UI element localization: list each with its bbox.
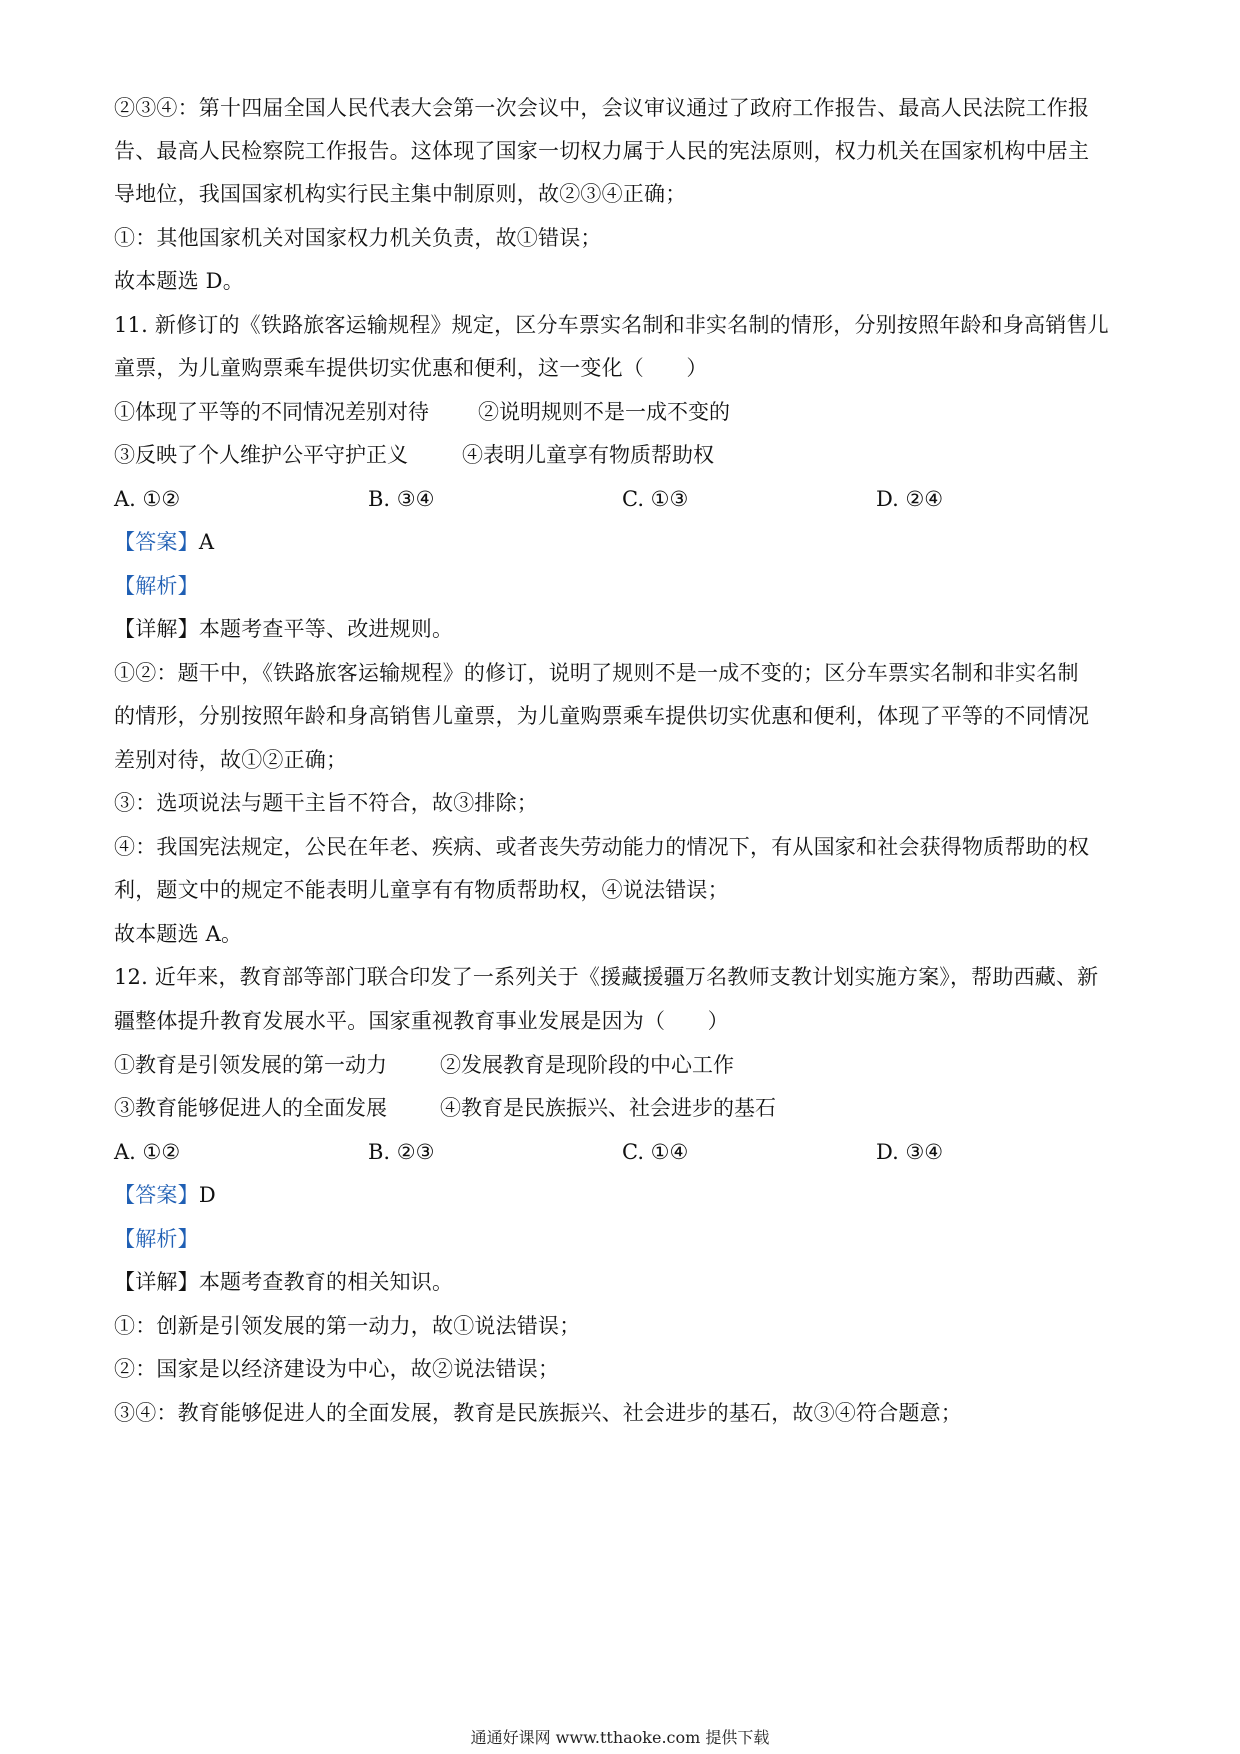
answer-tag: 【答案】 (114, 530, 199, 554)
detail-text: 本题考查教育的相关知识。 (198, 1270, 454, 1294)
q11-choice-c: C. ①③ (622, 487, 689, 511)
page-footer: 通通好课网 www.tthaoke.com 提供下载 (470, 1728, 770, 1747)
q12-item: ③教育能够促进人的全面发展 (114, 1096, 387, 1120)
q11-detail (114, 614, 1138, 644)
q11-stem: 童票，为儿童购票乘车提供切实优惠和便利，这一变化（ ） (114, 356, 708, 380)
q11-analysis-heading (114, 571, 1138, 601)
q11-choice-d: D. ②④ (876, 487, 944, 511)
q12-stem: 疆整体提升教育发展水平。国家重视教育事业发展是因为（ ） (114, 1009, 729, 1033)
q12-item: ②发展教育是现阶段的中心工作 (440, 1053, 734, 1077)
q11-choice-a: A. ①② (114, 487, 181, 511)
q12-analysis-heading (114, 1224, 1138, 1254)
q12-item: ①教育是引领发展的第一动力 (114, 1053, 387, 1077)
q12-choice-c: C. ①④ (622, 1140, 689, 1164)
q11-item: ①体现了平等的不同情况差别对待 (114, 400, 429, 424)
q10-explanation-line: ②③④：第十四届全国人民代表大会第一次会议中，会议审议通过了政府工作报告、最高人民法院工作报 (114, 96, 1090, 120)
q10-explanation-line: 告、最高人民检察院工作报告。这体现了国家一切权力属于人民的宪法原则，权力机关在国家机构中居主 (114, 139, 1090, 163)
q12-stem: 12. 近年来，教育部等部门联合印发了一系列关于《援藏援疆万名教师支教计划实施方案》，帮助西藏、新 (114, 965, 1099, 989)
q12-item: ④教育是民族振兴、社会进步的基石 (440, 1096, 776, 1120)
q10-explanation-line: 导地位，我国国家机构实行民主集中制原则，故②③④正确； (114, 182, 687, 206)
q12-answer (114, 1180, 1138, 1210)
q12-choice-b: B. ②③ (368, 1140, 435, 1164)
analysis-tag: 【解析】 (114, 574, 199, 598)
q12-explanation-line: ③④：教育能够促进人的全面发展，教育是民族振兴、社会进步的基石，故③④符合题意； (114, 1401, 962, 1425)
q11-answer (114, 527, 1138, 557)
q11-item: ④表明儿童享有物质帮助权 (462, 443, 714, 467)
answer-value: D (198, 1183, 216, 1207)
q11-item: ②说明规则不是一成不变的 (478, 400, 730, 424)
q10-conclusion: 故本题选 D。 (114, 269, 244, 293)
q11-explanation-line: 利，题文中的规定不能表明儿童享有有物质帮助权，④说法错误； (114, 878, 729, 902)
q11-conclusion: 故本题选 A。 (114, 922, 243, 946)
q11-explanation-line: 差别对待，故①②正确； (114, 748, 348, 772)
q11-choice-b: B. ③④ (368, 487, 435, 511)
q12-choice-d: D. ③④ (876, 1140, 944, 1164)
q12-explanation-line: ②：国家是以经济建设为中心，故②说法错误； (114, 1357, 560, 1381)
q11-explanation-line: ③：选项说法与题干主旨不符合，故③排除； (114, 791, 538, 815)
q12-detail (114, 1267, 1138, 1297)
q11-explanation-line: ①②：题干中，《铁路旅客运输规程》的修订，说明了规则不是一成不变的；区分车票实名制和非实名制 (114, 661, 1079, 685)
q10-explanation-line: ①：其他国家机关对国家权力机关负责，故①错误； (114, 226, 602, 250)
q11-item: ③反映了个人维护公平守护正义 (114, 443, 408, 467)
detail-text: 本题考查平等、改进规则。 (198, 617, 454, 641)
q11-explanation-line: 的情形，分别按照年龄和身高销售儿童票，为儿童购票乘车提供切实优惠和便利，体现了平等的不同情况 (114, 704, 1090, 728)
analysis-tag: 【解析】 (114, 1227, 199, 1251)
q11-stem: 11. 新修订的《铁路旅客运输规程》规定，区分车票实名制和非实名制的情形，分别按照年龄和身高销售儿 (114, 313, 1109, 337)
q12-explanation-line: ①：创新是引领发展的第一动力，故①说法错误； (114, 1314, 581, 1338)
q12-choice-a: A. ①② (114, 1140, 181, 1164)
answer-tag: 【答案】 (114, 1183, 199, 1207)
detail-tag: 【详解】 (114, 617, 199, 641)
q11-explanation-line: ④：我国宪法规定，公民在年老、疾病、或者丧失劳动能力的情况下，有从国家和社会获得物质帮助的权 (114, 835, 1090, 859)
detail-tag: 【详解】 (114, 1270, 199, 1294)
answer-value: A (198, 530, 215, 554)
